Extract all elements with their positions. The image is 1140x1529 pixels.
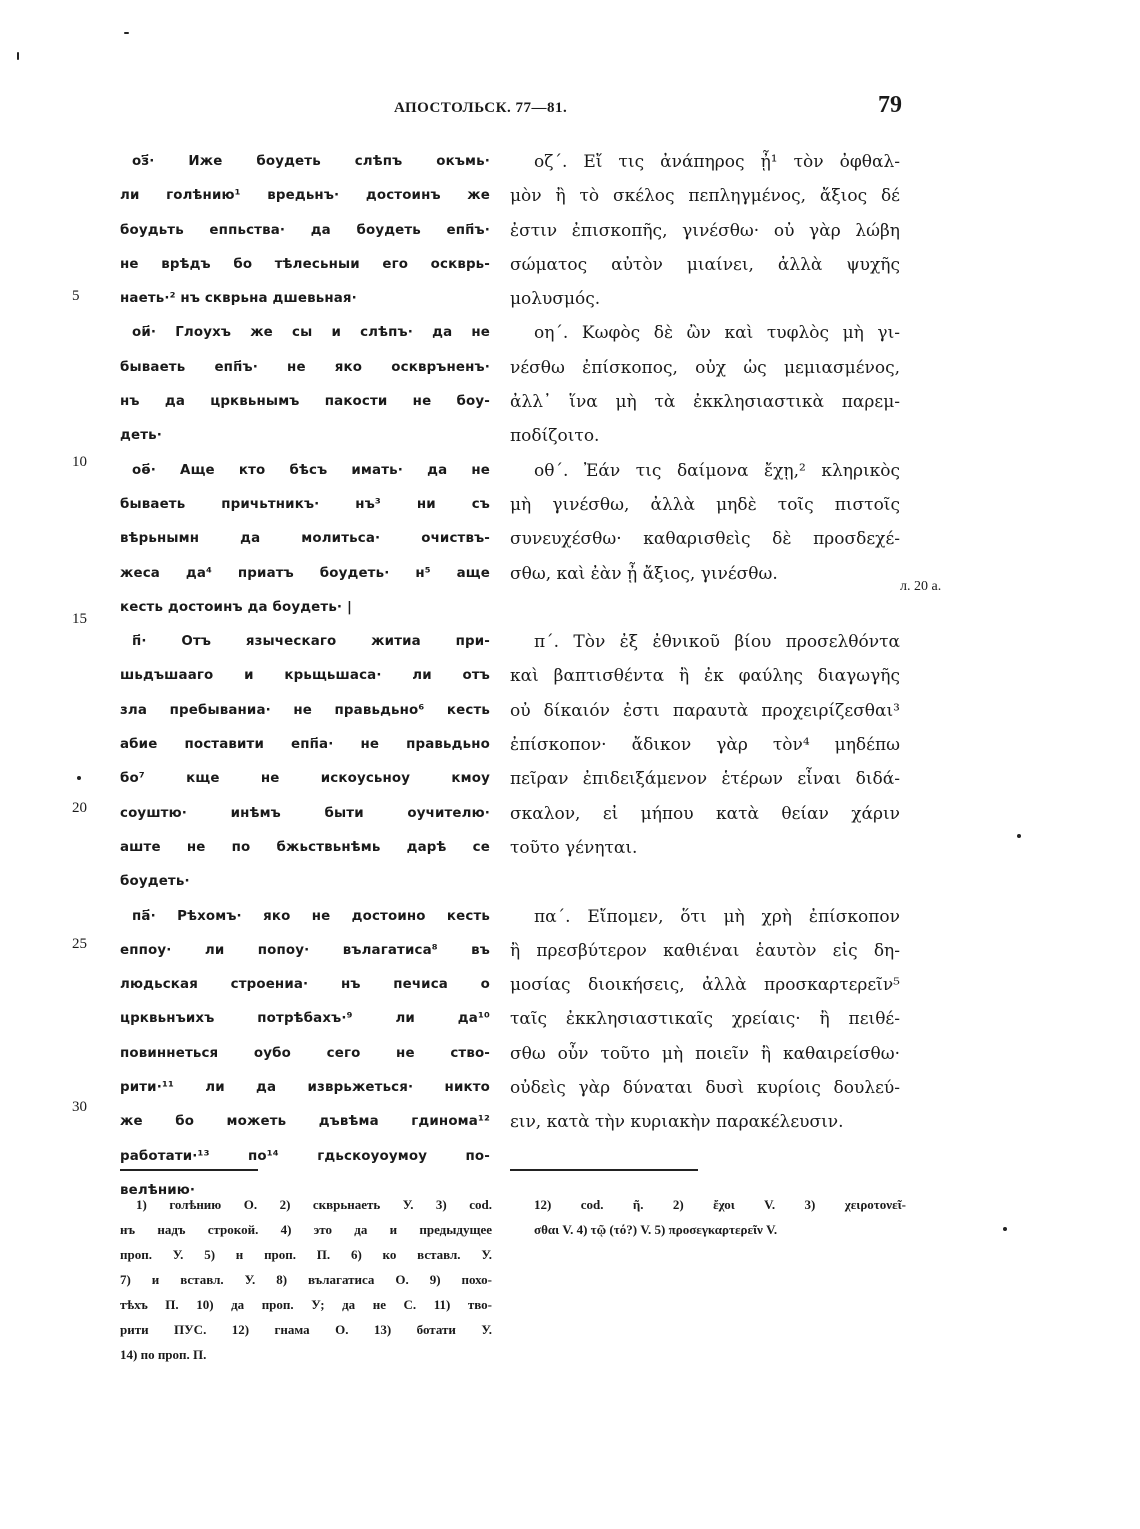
footnote-line: тѣхъ П. 10) да проп. У; да не С. 11) тво-	[120, 1297, 492, 1312]
text-line: п҃· Отъ языческаго житиа при-	[132, 634, 490, 650]
text-line: σθω, καὶ ἐὰν ᾖ ἄξιος, γινέσθω.	[510, 563, 778, 584]
line-number: 10	[72, 454, 87, 470]
text-line: зла пребываниа· не правьдьно⁶ кесть	[120, 702, 490, 718]
text-line: бо⁷ кще не искоусьноу кмоу	[120, 771, 490, 787]
text-line: ἐστιν ἐπισκοπῆς, γινέσθω· οὐ γὰρ λώβη	[510, 220, 900, 241]
slavonic-column	[120, 145, 490, 1208]
page-header	[60, 92, 910, 132]
running-title: АПОСТОЛЬСК. 77—81.	[394, 100, 568, 116]
text-line: μὴ γινέσθω, ἀλλὰ μηδὲ τοῖς πιστοῖς	[510, 494, 900, 515]
text-line: людьская строениа· нъ печиса о	[120, 977, 490, 993]
text-line: π΄. Τὸν ἐξ ἐθνικοῦ βίου προσελθόντα	[534, 632, 900, 653]
text-line: аште не по бжьствьнѣмь дарѣ се	[120, 839, 490, 855]
text-line: рити·¹¹ ли да изврьжеться· никто	[120, 1080, 490, 1096]
text-line: οὐδεὶς γὰρ δύναται δυσὶ κυρίοις δουλεύ-	[510, 1078, 900, 1099]
text-line: боудьть еппьства· да боудеть епп҃ъ·	[120, 222, 490, 238]
text-line: σώματος αὐτὸν μιαίνει, ἀλλὰ ψυχῆς	[510, 254, 900, 275]
speck-dot	[1003, 1227, 1007, 1231]
paragraph-gap	[510, 865, 900, 899]
text-line: вѣрьнымн да молитьса· очиствъ-	[120, 531, 490, 547]
text-line: νέσθω ἐπίσκοπος, οὐχ ὡς μεμιασμένος,	[510, 357, 900, 378]
text-line: οη΄. Κωφὸς δὲ ὢν καὶ τυφλὸς μὴ γι-	[534, 323, 900, 344]
text-line: соуштю· инѣмъ быти оучителю·	[120, 805, 490, 821]
text-line: бываеть причьтникъ· нъ³ ни съ	[120, 496, 490, 512]
text-line: велѣнию·	[120, 1182, 196, 1198]
text-line: συνευχέσθω· καθαρισθεὶς δὲ προσδεχέ-	[510, 529, 900, 550]
footnote-line: 12) cod. ῆ. 2) ἔχοι V. 3) χειροτονεῖ-	[534, 1197, 906, 1212]
text-line: бываеть епп҃ъ· не яко осквръненъ·	[120, 359, 490, 375]
text-line: ταῖς ἐκκλησιαστικαῖς χρείαις· ἢ πειθέ-	[510, 1009, 900, 1030]
greek-column	[510, 145, 900, 1140]
margin-folio-note: л. 20 а.	[900, 579, 942, 594]
line-number: 30	[72, 1099, 87, 1115]
text-line: ποδίζοιτο.	[510, 426, 600, 447]
text-line: οζ΄. Εἴ τις ἀνάπηρος ᾖ¹ τὸν ὀφθαλ-	[534, 152, 900, 172]
line-number: 25	[72, 936, 87, 952]
line-number: 20	[72, 800, 87, 816]
speck-dot	[1017, 834, 1021, 838]
speck-dot	[17, 52, 19, 60]
text-line: же бо можеть дъвѣма гдинома¹²	[120, 1114, 490, 1130]
text-line: деть·	[120, 428, 162, 444]
text-line: μὸν ἢ τὸ σκέλος πεπληγμένος, ἄξιος δέ	[510, 186, 900, 207]
speck-dot	[77, 776, 81, 780]
footnotes-slavonic	[120, 1192, 492, 1367]
text-line: кесть достоинъ да боудеть· |	[120, 599, 353, 615]
paragraph-gap	[510, 591, 900, 625]
footnote-line: σθαι V. 4) τῷ (τό?) V. 5) προσεγκαρτερεῖν V.	[534, 1222, 778, 1237]
text-line: не врѣдъ бо тѣлесьныи его оскврь-	[120, 256, 490, 272]
footnote-line: нъ надъ строкой. 4) это да и предыдущее	[120, 1222, 492, 1237]
text-line: οὐ δίκαιόν ἐστι παραυτὰ προχειρίζεσθαι³	[510, 700, 900, 721]
text-line: πα΄. Εἴπομεν, ὅτι μὴ χρὴ ἐπίσκοπον	[534, 906, 900, 927]
text-line: наеть·² нъ скврьна дшевьная·	[120, 291, 357, 307]
text-line: нъ да црквьнымъ пакости не боу-	[120, 394, 490, 410]
text-line: σθω οὖν τοῦτο μὴ ποιεῖν ἢ καθαιρείσθω·	[510, 1043, 900, 1064]
footnote-rule	[120, 1169, 258, 1171]
text-line: боудеть·	[120, 874, 190, 890]
text-line: оз҃· Иже боудеть слѣпъ окъмь·	[132, 154, 490, 169]
text-line: ἀλλ᾽ ἵνα μὴ τὰ ἐκκλησιαστικὰ παρεμ-	[510, 392, 900, 413]
speck-dot	[124, 32, 129, 34]
text-line: шьдъшааго и крьщьшаса· ли отъ	[120, 668, 490, 684]
text-line: абие поставити епп҃а· не правьдьно	[120, 737, 490, 753]
footnote-line: 1) голѣнию О. 2) скврьнаеть У. 3) cod.	[136, 1197, 492, 1212]
text-line: ἐπίσκοπον· ἄδικον γὰρ τὸν⁴ μηδέπω	[510, 735, 900, 756]
text-line: ειν, κατὰ τὴν κυριακὴν παρακέλευσιν.	[510, 1112, 844, 1133]
text-line: повиннеться оубо сего не ство-	[120, 1045, 490, 1061]
footnote-line: 14) по проп. П.	[120, 1347, 207, 1362]
text-line: работати·¹³ по¹⁴ гдьскоуоумоу по-	[120, 1148, 490, 1164]
text-line: еппоу· ли попоу· вълагатиса⁸ въ	[120, 942, 490, 958]
text-line: μολυσμός.	[510, 289, 601, 310]
text-line: жеса да⁴ приатъ боудеть· н⁵ аще	[120, 565, 490, 581]
page-number: 79	[878, 92, 902, 118]
text-line: ои҃· Глоухъ же сы и слѣпъ· да не	[132, 325, 490, 341]
footnotes-greek	[534, 1192, 906, 1242]
text-line: σκαλον, εἰ μήπου κατὰ θείαν χάριν	[510, 803, 900, 824]
text-line: црквьнъихъ потрѣбахъ·⁹ ли да¹⁰	[120, 1011, 490, 1027]
text-line: ли голѣнию¹ вредьнъ· достоинъ же	[120, 188, 490, 204]
line-number: 15	[72, 611, 87, 627]
text-line: οθ΄. Ἐάν τις δαίμονα ἔχῃ,² κληρικὸς	[534, 460, 900, 481]
footnote-line: 7) и вставл. У. 8) вълагатиса О. 9) похо-	[120, 1272, 492, 1287]
line-number: 5	[72, 288, 80, 304]
footnote-rule	[510, 1169, 698, 1171]
text-line: μοσίας διοικήσεις, ἀλλὰ προσκαρτερεῖν⁵	[510, 975, 900, 996]
text-line: πεῖραν ἐπιδειξάμενον ἑτέρων εἶναι διδά-	[510, 769, 900, 790]
text-line: καὶ βαπτισθέντα ἢ ἐκ φαύλης διαγωγῆς	[510, 666, 900, 687]
text-line: ἢ πρεσβύτερον καθιέναι ἑαυτὸν εἰς δη-	[510, 940, 900, 961]
text-line: па҃· Рѣхомъ· яко не достоино кесть	[132, 908, 490, 924]
text-line: оѳ҃· Аще кто бѣсъ имать· да не	[132, 462, 490, 478]
footnote-line: рити ПУС. 12) гнама О. 13) ботати У.	[120, 1322, 492, 1337]
text-line: τοῦτο γένηται.	[510, 837, 638, 858]
footnote-line: проп. У. 5) н проп. П. 6) ко вставл. У.	[120, 1247, 492, 1262]
